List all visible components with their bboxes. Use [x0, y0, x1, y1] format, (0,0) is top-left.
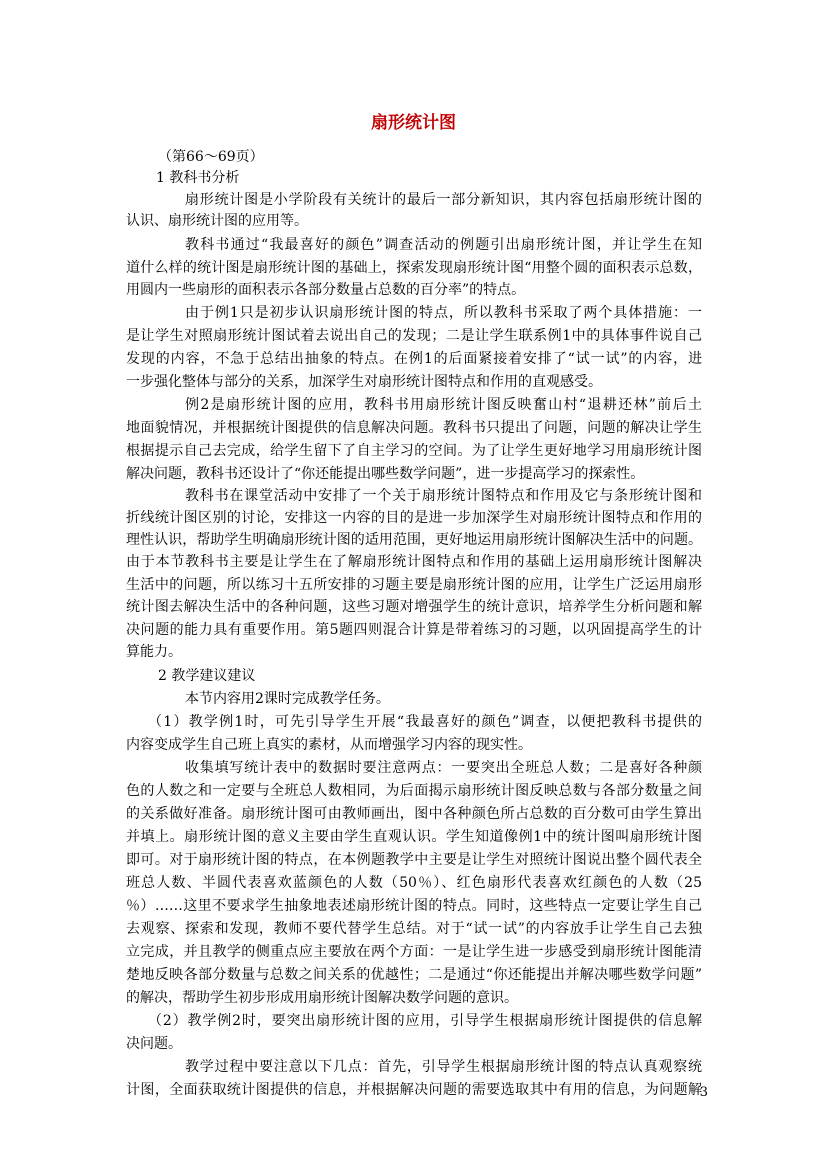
page-number: 3 [699, 1085, 708, 1100]
paragraph-line: 的解决，帮助学生初步形成用扇形统计图解决数学问题的意识。 [126, 990, 518, 1006]
paragraph-line: 道什么样的统计图是扇形统计图的基础上，探索发现扇形统计图“用整个圆的面积表示总数， [126, 260, 702, 276]
paragraph-line: 折线统计图区别的讨论，安排这一内容的目的是进一步加深学生对扇形统计图特点和作用的 [126, 510, 702, 526]
paragraph-line: 根据提示自己去完成，给学生留下了自主学习的空间。为了让学生更好地学习用扇形统计图 [126, 443, 702, 459]
paragraph-line: 由于本节教科书主要是让学生在了解扇形统计图特点和作用的基础上运用扇形统计图解决 [126, 554, 702, 570]
paragraph-line: 收集填写统计表中的数据时要注意两点：一要突出全班总人数；二是喜好各种颜 [185, 760, 702, 776]
paragraph-line: 生活中的问题，所以练习十五所安排的习题主要是扇形统计图的应用，让学生广泛运用扇形 [126, 577, 702, 593]
paragraph-line: 认识、扇形统计图的应用等。 [126, 213, 308, 229]
paragraph-line: 发现的内容，不急于总结出抽象的特点。在例1的后面紧接着安排了“试一试”的内容，进 [126, 351, 702, 367]
paragraph-line: 教学过程中要注意以下几点：首先，引导学生根据扇形统计图的特点认真观察统 [185, 1059, 702, 1075]
paragraph-line: 计图，全面获取统计图提供的信息，并根据解决问题的需要选取其中有用的信息，为问题解 [126, 1082, 702, 1098]
paragraph-line: 统计图去解决生活中的各种问题，这些习题对增强学生的统计意识，培养学生分析问题和解 [126, 599, 702, 615]
paragraph-line: 本节内容用2课时完成教学任务。 [185, 691, 390, 707]
paragraph-line: （第66～69页） [158, 149, 264, 165]
paragraph-line: 去观察、探索和发现，教师不要代替学生总结。对于“试一试”的内容放手让学生自己去独 [126, 921, 702, 937]
paragraph-line: 地面貌情况，并根据统计图提供的信息解决问题。教科书只提出了问题，问题的解决让学生 [126, 420, 702, 436]
paragraph-line: 班总人数、半圆代表喜欢蓝颜色的人数（50％）、红色扇形代表喜欢红颜色的人数（25 [126, 875, 702, 891]
paragraph-line: 的关系做好准备。扇形统计图可由教师画出，图中各种颜色所占总数的百分数可由学生算出 [126, 806, 702, 822]
paragraph-line: 即可。对于扇形统计图的特点，在本例题教学中主要是让学生对照统计图说出整个圆代表全 [126, 852, 702, 868]
paragraph-line: 立完成，并且教学的侧重点应主要放在两个方面：一是让学生进一步感受到扇形统计图能清 [126, 944, 702, 960]
paragraph-line: 内容变成学生自己班上真实的素材，从而增强学习内容的现实性。 [126, 737, 532, 753]
paragraph-line: 教科书在课堂活动中安排了一个关于扇形统计图特点和作用及它与条形统计图和 [185, 488, 702, 504]
paragraph-line: 由于例1只是初步认识扇形统计图的特点，所以教科书采取了两个具体措施：一 [185, 305, 702, 321]
paragraph-line: 决问题的能力具有重要作用。第5题四则混合计算是带着练习的习题，以巩固提高学生的计 [126, 622, 702, 638]
page-title: 扇形统计图 [371, 113, 456, 133]
paragraph-line: （1）教学例1时，可先引导学生开展“我最喜好的颜色”调查，以便把教科书提供的 [148, 714, 702, 730]
paragraph-line: 色的人数之和一定要与全班总人数相同，为后面揭示扇形统计图反映总数与各部分数量之间 [126, 783, 702, 799]
paragraph-line: 扇形统计图是小学阶段有关统计的最后一部分新知识，其内容包括扇形统计图的 [185, 192, 702, 208]
paragraph-line: ％）……这里不要求学生抽象地表述扇形统计图的特点。同时，这些特点一定要让学生自己 [126, 898, 702, 914]
paragraph-line: 决问题。 [126, 1036, 182, 1052]
paragraph-line: 楚地反映各部分数量与总数之间关系的优越性；二是通过“你还能提出并解决哪些数学问题” [126, 967, 702, 983]
paragraph-line: 例2是扇形统计图的应用，教科书用扇形统计图反映奮山村“退耕还林”前后土 [185, 397, 702, 413]
paragraph-line: 是让学生对照扇形统计图试着去说出自己的发现；二是让学生联系例1中的具体事件说自己 [126, 328, 702, 344]
paragraph-line: 理性认识，帮助学生明确扇形统计图的适用范围，更好地运用扇形统计图解决生活中的问题。 [126, 532, 702, 548]
paragraph-line: 解决问题，教科书还设计了“你还能提出哪些数学问题”，进一步提高学习的探索性。 [126, 466, 645, 482]
paragraph-line: 2 教学建议建议 [158, 668, 256, 684]
paragraph-line: 教科书通过“我最喜好的颜色”调查活动的例题引出扇形统计图，并让学生在知 [185, 237, 702, 253]
paragraph-line: 用圆内一些扇形的面积表示各部分数量占总数的百分率”的特点。 [126, 282, 526, 298]
paragraph-line: 并填上。扇形统计图的意义主要由学生直观认识。学生知道像例1中的统计图叫扇形统计图 [126, 829, 702, 845]
paragraph-line: 1 教科书分析 [156, 170, 240, 186]
paragraph-line: 一步强化整体与部分的关系，加深学生对扇形统计图特点和作用的直观感受。 [126, 374, 602, 390]
paragraph-line: （2）教学例2时，要突出扇形统计图的应用，引导学生根据扇形统计图提供的信息解 [148, 1013, 702, 1029]
paragraph-line: 算能力。 [126, 644, 182, 660]
